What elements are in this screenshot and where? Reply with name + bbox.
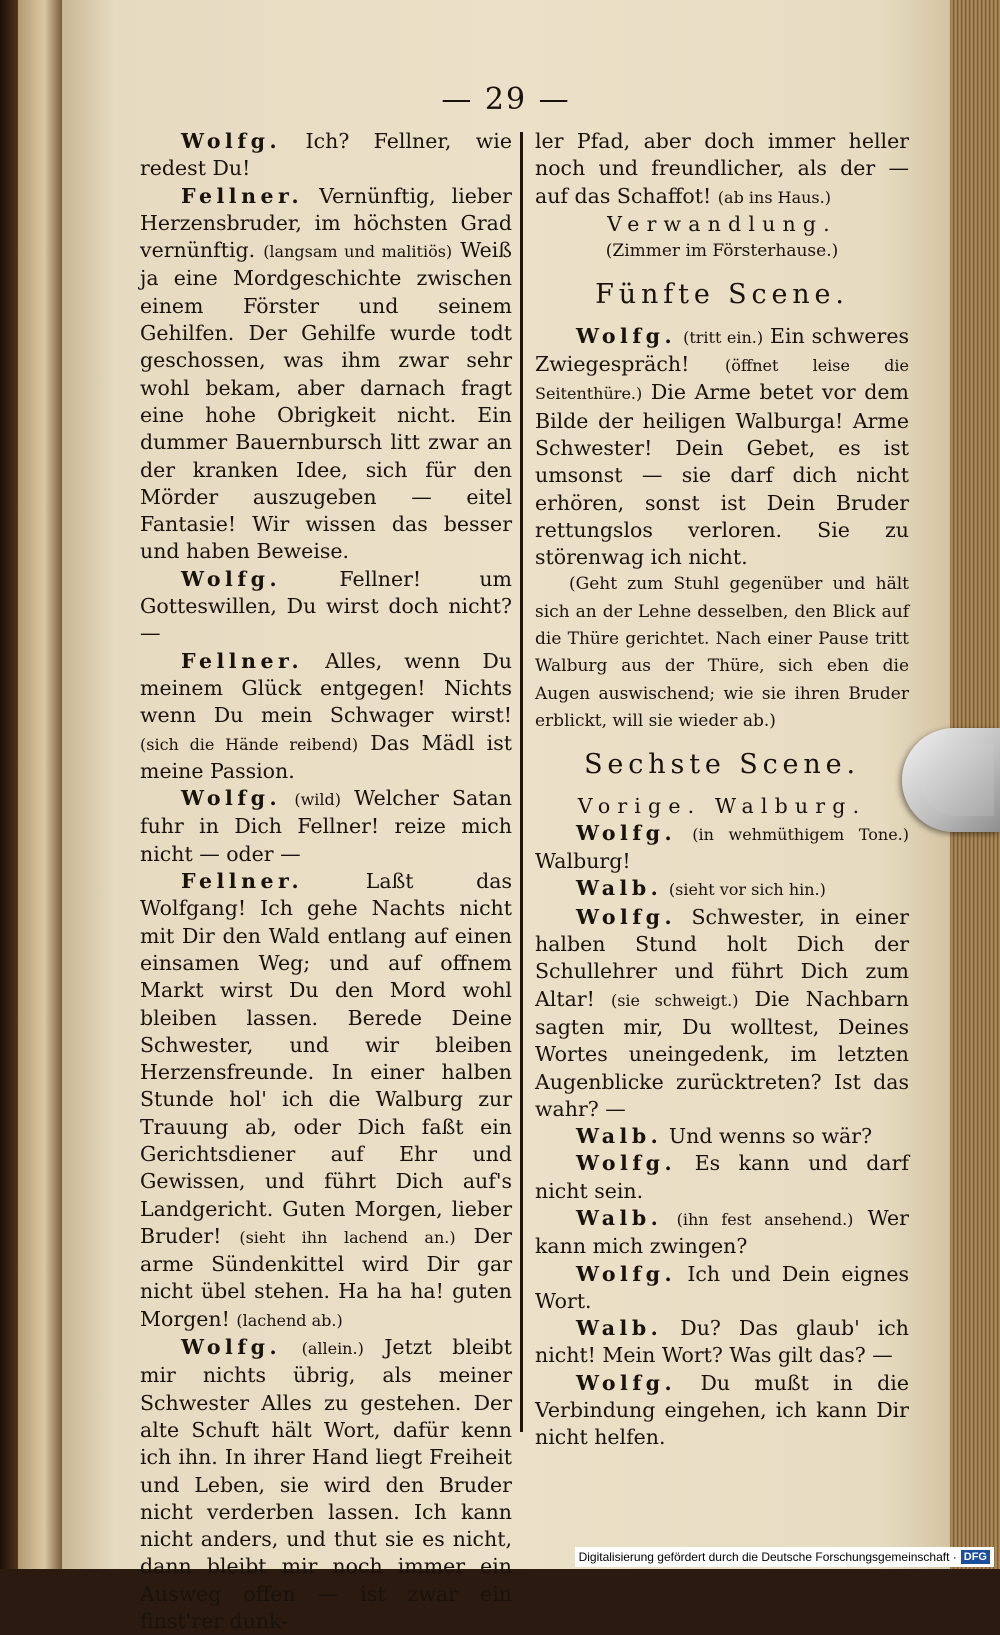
- speech-text: Du? Das glaub' ich nicht! Mein Wort? Was gilt das? —: [535, 1316, 909, 1368]
- stage-direction: (in wehmüthigem Tone.): [692, 824, 909, 844]
- stage-direction-block: (Geht zum Stuhl gegenüber und hält sich an der Lehne desselben, den Blick auf die Thüre gerichtet. Nach einer Pause tritt Walburg aus der Thüre, sich eben die Augen auswischend; wie sie ihren Bruder erblickt, will sie wieder ab.): [535, 574, 909, 731]
- speech-text: Schwester, in einer halben Stund holt Dich der Schullehrer und führt Dich zum Altar!: [535, 904, 909, 1011]
- speech-paragraph: [535, 1123, 909, 1150]
- stage-direction: (tritt ein.): [683, 327, 764, 347]
- speech-text: Vernünftig, lieber Herzensbruder, im höchsten Grad vernünftig.: [140, 183, 512, 263]
- speech-paragraph: [140, 183, 512, 566]
- speech-text: Der arme Sündenkittel wird Dir gar nicht übel stehen. Ha ha ha! guten Morgen!: [140, 1223, 512, 1331]
- stage-direction: (sich die Hände reibend): [140, 734, 359, 754]
- speech-paragraph: [535, 1261, 909, 1316]
- speech-paragraph: [535, 904, 909, 1123]
- speaker-name: Wolfg.: [576, 820, 677, 845]
- speech-paragraph: [140, 648, 512, 785]
- column-rule: [520, 132, 523, 1432]
- speech-text: Und wenns so wär?: [668, 1124, 873, 1149]
- stage-direction: (sieht ihn lachend an.): [239, 1227, 456, 1247]
- stage-direction: (wild): [294, 790, 341, 810]
- speech-text: Fellner! um Gotteswillen, Du wirst doch nicht? —: [140, 566, 512, 646]
- speaker-name: Wolfg.: [576, 1370, 677, 1395]
- speech-text: Ich und Dein eignes Wort.: [535, 1261, 909, 1313]
- speech-paragraph: [140, 566, 512, 648]
- speech-text: Walburg!: [535, 849, 631, 874]
- speech-text: Ich? Fellner, wie redest Du!: [140, 129, 512, 181]
- left-column: [140, 128, 512, 1635]
- stage-direction: (sie schweigt.): [610, 990, 739, 1010]
- speech-paragraph: [535, 1370, 909, 1452]
- speech-text: Weiß ja eine Mordgeschichte zwischen einem Förster und seinem Gehilfen. Der Gehilfe wurde todt geschossen, was ihm zwar sehr wohl bekam, aber darnach fragt eine hohe Obrigkeit nicht. Ein dummer Bauernbursch litt zwar an der kranken Idee, sich für den Mörder auszugeben — eitel Fantasie! Wir wissen das besser und haben Beweise.: [140, 238, 512, 564]
- speech-paragraph: [535, 1205, 909, 1261]
- speech-paragraph: [140, 868, 512, 1334]
- stage-direction: (sieht vor sich hin.): [668, 880, 826, 900]
- speech-paragraph: [535, 820, 909, 876]
- speech-text: Alles, wenn Du meinem Glück entgegen! Nichts wenn Du mein Schwager wirst!: [140, 648, 512, 728]
- right-column: [535, 128, 909, 1452]
- speech-text: Welcher Satan fuhr in Dich Fellner! reize mich nicht — oder —: [140, 786, 512, 866]
- speech-text: Jetzt bleibt mir nichts übrig, als meiner Schwester Alles zu gestehen. Der alte Schuft hält Wort, dafür kenn ich ihn. In ihrer Hand liegt Freiheit und Leben, sie wird den Bruder nicht verderben lassen. Ich kann nicht anders, und thut sie es nicht, dann bleibt mir noch immer ein Ausweg offen — ist zwar ein finst'rer dunk-: [140, 1335, 512, 1634]
- page-number: — 29 —: [441, 82, 571, 117]
- speaker-name: Wolfg.: [181, 129, 282, 153]
- speaker-name: Wolfg.: [181, 786, 282, 811]
- stage-direction: (langsam und malitiös): [263, 242, 453, 262]
- speech-paragraph: [535, 1315, 909, 1370]
- footer-text: Digitalisierung gefördert durch die Deutsche Forschungsgemeinschaft ·: [578, 1550, 957, 1564]
- speech-text: Es kann und darf nicht sein.: [535, 1151, 909, 1203]
- stage-direction: (allein.): [301, 1339, 364, 1359]
- speaker-name: Wolfg.: [181, 566, 282, 591]
- speech-text: Ein schweres Zwiegespräch!: [535, 323, 909, 377]
- speaker-name: Walb.: [576, 1205, 663, 1230]
- speech-paragraph: [535, 875, 909, 903]
- previous-page-edge: [18, 0, 62, 1569]
- speech-text: Du mußt in die Verbindung eingehen, ich kann Dir nicht helfen.: [535, 1370, 909, 1450]
- speaker-name: Walb.: [576, 876, 663, 901]
- speaker-name: Wolfg.: [576, 323, 677, 348]
- stage-direction: (öffnet leise die Seitenthüre.): [535, 356, 909, 404]
- cast-list: Vorige. Walburg.: [577, 793, 867, 818]
- setting-note: (Zimmer im Försterhause.): [605, 241, 839, 262]
- speech-paragraph: [140, 1334, 512, 1635]
- stage-direction: (lachend ab.): [236, 1310, 343, 1330]
- speech-paragraph: [535, 323, 909, 572]
- speech-text: ler Pfad, aber doch immer heller noch und freundlicher, als der — auf das Schaffot!: [535, 129, 909, 208]
- speaker-name: Wolfg.: [576, 904, 677, 929]
- speaker-name: Fellner.: [181, 648, 304, 673]
- speaker-name: Walb.: [576, 1316, 663, 1341]
- speaker-name: Wolfg.: [181, 1335, 282, 1360]
- speaker-name: Fellner.: [181, 869, 304, 894]
- page-clip: [902, 728, 1000, 832]
- stage-direction: (ihn fest ansehend.): [676, 1209, 854, 1229]
- scene-heading: Sechste Scene.: [584, 749, 860, 781]
- speech-paragraph: [535, 1150, 909, 1205]
- digitization-footer: [575, 1547, 994, 1567]
- speech-text: Wer kann mich zwingen?: [535, 1205, 909, 1259]
- speech-text: Die Arme betet vor dem Bilde der heiligen Walburga! Arme Schwester! Dein Gebet, es ist umsonst — sie darf dich nicht erhören, sonst ist Dein Bruder rettungslos verloren. Sie zu störenwag ich nicht.: [535, 380, 909, 570]
- speaker-name: Fellner.: [181, 183, 304, 208]
- speech-text: Laßt das Wolfgang! Ich gehe Nachts nicht mit Dir den Wald entlang auf einen einsamen Weg; und auf offnem Markt wirst Du den Mord wohl bleiben lassen. Berede Deine Schwester, und wir bleiben Herzensfreunde. In einer halben Stunde hol' ich die Walburg zur Trauung ab, oder Dich faßt ein Gerichtsdiener auf Ehr und Gewissen, und führt Dich auf's Landgericht. Guten Morgen, lieber Bruder!: [140, 869, 512, 1248]
- transformation-heading: Verwandlung.: [607, 211, 837, 236]
- dfg-logo-icon: DFG: [961, 1550, 990, 1564]
- speech-text: Die Nachbarn sagten mir, Du wolltest, Deines Wortes uneingedenk, im letzten Augenblicke zurücktreten? Ist das wahr? —: [535, 986, 909, 1121]
- speech-paragraph: [140, 128, 512, 183]
- speaker-name: Walb.: [576, 1124, 663, 1149]
- continuation-text: [535, 128, 909, 211]
- speaker-name: Wolfg.: [576, 1151, 677, 1176]
- scene-heading: Fünfte Scene.: [595, 279, 849, 311]
- stage-direction: (ab ins Haus.): [717, 187, 831, 207]
- speech-text: Das Mädl ist meine Passion.: [140, 730, 512, 783]
- speech-paragraph: [140, 785, 512, 868]
- speaker-name: Wolfg.: [576, 1261, 677, 1286]
